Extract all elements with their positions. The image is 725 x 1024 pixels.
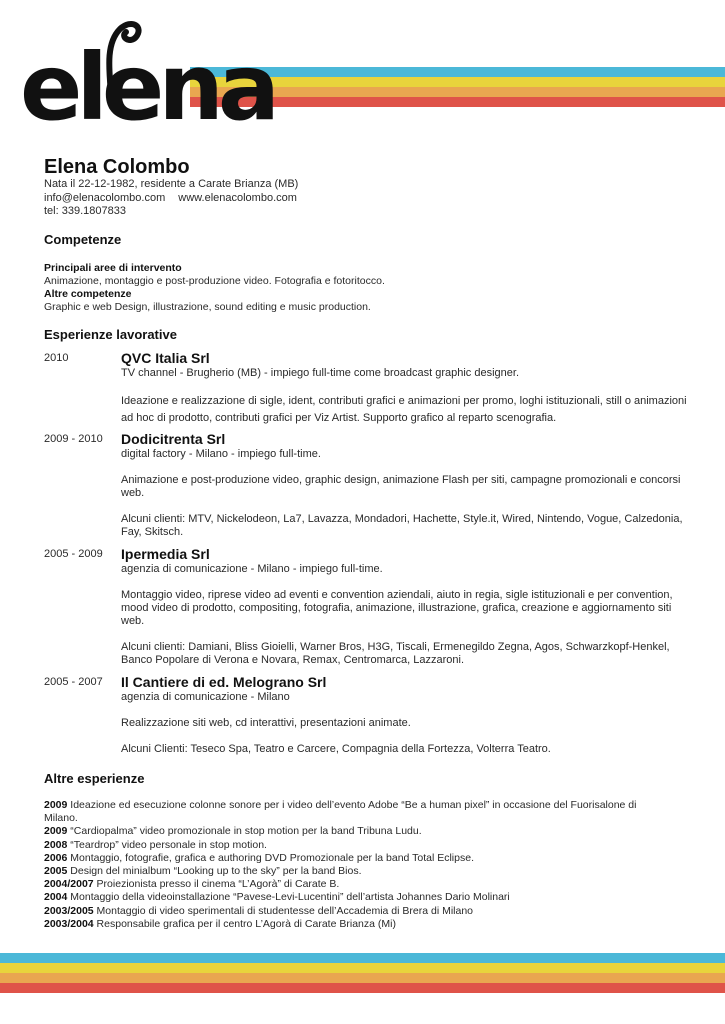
list-item	[44, 839, 644, 852]
item-text: Proiezionista presso il cinema “L’Agorà” di Carate B.	[93, 878, 340, 891]
list-item	[44, 852, 644, 865]
stripe-blue	[0, 953, 725, 963]
skills-other-label: Altre competenze	[44, 288, 132, 300]
contact-row	[44, 192, 298, 206]
logo-text: elena	[20, 34, 274, 125]
job-period: 2010	[44, 352, 69, 364]
list-item	[44, 825, 644, 838]
section-title-altre: Altre esperienze	[44, 771, 145, 786]
item-year: 2009	[44, 825, 68, 838]
other-experiences-list	[44, 799, 644, 931]
item-text: Montaggio di video sperimentali di studentesse dell’Accademia di Brera di Milano	[93, 904, 474, 917]
website-link[interactable]: www.elenacolombo.com	[178, 191, 297, 204]
footer-stripes	[0, 953, 725, 993]
job-clients: Alcuni Clienti: Teseco Spa, Teatro e Carcere, Compagnia della Fortezza, Volterra Teatro.	[121, 743, 551, 755]
section-title-esperienze: Esperienze lavorative	[44, 327, 177, 342]
job-clients: Alcuni clienti: Damiani, Bliss Gioielli, Warner Bros, H3G, Tiscali, Ermenegildo Zegna, Agos, Schwarzkopf-Henkel, Banco Popolare di Verona e Novara, Remax, Centromarca, Lazzaroni.	[121, 641, 670, 666]
item-year: 2006	[44, 851, 68, 864]
item-text: Montaggio, fotografie, grafica e authoring DVD Promozionale per la band Total Eclipse.	[67, 851, 474, 864]
job-period: 2005 - 2009	[44, 548, 103, 560]
personal-info	[44, 178, 298, 219]
item-year: 2004/2007	[44, 878, 94, 891]
job-subtitle: digital factory - Milano - impiego full-time.	[121, 448, 321, 460]
item-text: Design del minialbum “Looking up to the sky” per la band Bios.	[67, 865, 362, 878]
phone-info: tel: 339.1807833	[44, 205, 126, 217]
item-year: 2003/2005	[44, 904, 94, 917]
list-item	[44, 918, 644, 931]
job-company: Ipermedia Srl	[121, 546, 210, 562]
skills-main-label: Principali aree di intervento	[44, 262, 182, 274]
job-period: 2009 - 2010	[44, 433, 103, 445]
item-text: “Cardiopalma” video promozionale in stop motion per la band Tribuna Ludu.	[67, 825, 422, 838]
job-clients: Alcuni clienti: MTV, Nickelodeon, La7, Lavazza, Mondadori, Hachette, Style.it, Wired, Nintendo, Vogue, Calzedonia, Fay, Skitsch.	[121, 513, 683, 538]
item-year: 2005	[44, 865, 68, 878]
person-name: Elena Colombo	[44, 156, 190, 178]
item-text: “Teardrop” video personale in stop motion.	[67, 838, 267, 851]
item-year: 2003/2004	[44, 917, 94, 930]
stripe-red	[0, 983, 725, 993]
skills-block	[44, 262, 385, 314]
job-content	[121, 546, 691, 667]
job-description: Realizzazione siti web, cd interattivi, presentazioni animate.	[121, 717, 411, 729]
job-description: Ideazione e realizzazione di sigle, ident, contributi grafici e animazioni per promo, loghi istituzionali, still o animazioni ad hoc di prodotto, contributi grafici per Viz Artist. Supporto grafico al reparto scenografia.	[121, 395, 687, 424]
job-description: Montaggio video, riprese video ad eventi e convention aziendali, aiuto in regia, sigle istituzionali e per convention, mood video di prodotto, compositing, fotografia, animazione, illustrazione, grafica, creazione e aggiornamento siti web.	[121, 589, 673, 627]
list-item	[44, 865, 644, 878]
item-text: Ideazione ed esecuzione colonne sonore per i video dell’evento Adobe “Be a human pixel” in occasione del Fuorisalone di Milano.	[44, 799, 637, 825]
stripe-orange	[0, 973, 725, 983]
email-link[interactable]: info@elenacolombo.com	[44, 191, 166, 204]
skills-other-text: Graphic e web Design, illustrazione, sound editing e music production.	[44, 301, 371, 313]
item-text: Responsabile grafica per il centro L’Agorà di Carate Brianza (Mi)	[93, 917, 396, 930]
job-subtitle: agenzia di comunicazione - Milano - impiego full-time.	[121, 563, 383, 575]
stripe-yellow	[0, 963, 725, 973]
skills-main-text: Animazione, montaggio e post-produzione video. Fotografia e fotoritocco.	[44, 275, 385, 287]
list-item	[44, 799, 644, 825]
job-period: 2005 - 2007	[44, 676, 103, 688]
item-year: 2008	[44, 838, 68, 851]
job-description: Animazione e post-produzione video, graphic design, animazione Flash per siti, campagne promozionali e concorsi web.	[121, 474, 681, 499]
section-title-competenze: Competenze	[44, 232, 122, 247]
list-item	[44, 891, 644, 904]
birth-info: Nata il 22-12-1982, residente a Carate Brianza (MB)	[44, 178, 299, 190]
job-company: Il Cantiere di ed. Melograno Srl	[121, 674, 327, 690]
job-subtitle: agenzia di comunicazione - Milano	[121, 691, 290, 703]
job-content	[121, 674, 691, 756]
job-subtitle: TV channel - Brugherio (MB) - impiego full-time come broadcast graphic designer.	[121, 367, 520, 379]
elena-logo	[20, 15, 300, 125]
job-content	[121, 350, 691, 427]
list-item	[44, 878, 644, 891]
item-text: Montaggio della videoinstallazione “Pavese-Levi-Lucentini” dell’artista Johannes Dario Molinari	[67, 891, 510, 904]
job-company: Dodicitrenta Srl	[121, 431, 226, 447]
job-content	[121, 431, 691, 539]
item-year: 2004	[44, 891, 68, 904]
item-year: 2009	[44, 799, 68, 811]
job-company: QVC Italia Srl	[121, 350, 210, 366]
list-item	[44, 905, 644, 918]
